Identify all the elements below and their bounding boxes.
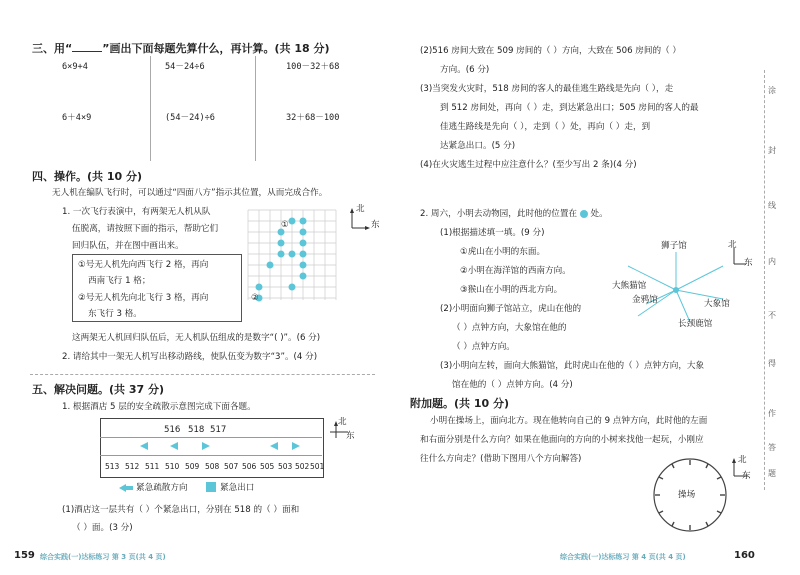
calc-item: 6＋4×9 (62, 113, 92, 123)
divider (30, 374, 375, 376)
room-label: 518 (188, 425, 205, 435)
compass-north: 北 (728, 240, 737, 250)
map-label: 金鸦馆 (632, 295, 658, 305)
question-line: (2)516 房间大致在 509 房间的（ ）方向，大致在 506 房间的（ ） (420, 46, 681, 56)
question-line: 小明在操场上，面向北方。现在他转向自己的 9 点钟方向，此时他的左面 (430, 416, 708, 426)
divider (150, 56, 151, 161)
page-number: 160 (734, 550, 755, 561)
section3-title (32, 40, 329, 56)
drone-1-marker: ① (281, 220, 289, 230)
exit-icon (206, 482, 216, 492)
section5-title: 五、解决问题。(共 37 分) (32, 383, 165, 396)
q2-head: 2. 周六，小明去动物园，此时他的位置在 (420, 209, 578, 219)
divider (255, 56, 256, 161)
room-label: 508 (205, 462, 220, 471)
binding-line (764, 70, 766, 490)
binding-char: 不 (768, 311, 776, 320)
page-footer: 综合实践(一)达标练习 第 4 页(共 4 页) (560, 553, 686, 561)
question-line: 和右面分别是什么方向？如果在他面向的方向的小树来找他一起玩，小刚应 (420, 435, 704, 445)
compass-east: 东 (742, 471, 751, 481)
instruction-line: 东飞行 3 格。 (88, 309, 142, 319)
map-label: 狮子馆 (661, 241, 687, 251)
room-label: 517 (210, 425, 227, 435)
instruction-line: 西南飞行 1 格； (88, 276, 151, 286)
legend-route: 紧急疏散方向 (136, 483, 188, 493)
room-label: 513 (105, 462, 120, 471)
map-label: 长颈鹿馆 (678, 319, 713, 329)
option-line[interactable]: ③猴山在小明的西北方向。 (460, 285, 563, 295)
extra-title: 附加题。(共 10 分) (410, 397, 510, 410)
compass-east: 东 (371, 220, 380, 230)
room-label: 507 (224, 462, 239, 471)
question-line: 往什么方向走？(借助下图用八个方向解答) (420, 454, 582, 464)
q2-head-tail: 处。 (590, 209, 608, 219)
room-label: 509 (185, 462, 200, 471)
option-line[interactable]: ①虎山在小明的东面。 (460, 247, 546, 257)
compass-north: 北 (738, 455, 747, 465)
clock-label: 操场 (678, 490, 696, 500)
section3-title-tail: ”画出下面每题先算什么，再计算。(共 18 分) (102, 42, 330, 55)
room-label: 516 (164, 425, 181, 435)
question-line: 佳逃生路线是先向（ ），走到（ ）处，再向（ ）走，到 (440, 122, 651, 132)
page-footer: 综合实践(一)达标练习 第 3 页(共 4 页) (40, 553, 166, 561)
room-label: 505 (260, 462, 275, 471)
room-label: 510 (165, 462, 180, 471)
binding-char: 涂 (768, 86, 776, 95)
binding-char: 封 (768, 146, 776, 155)
calc-item: (54－24)÷6 (165, 113, 215, 123)
calc-item: 32＋68－100 (286, 113, 340, 123)
question-line: (1)酒店这一层共有（ ）个紧急出口，分别在 518 的（ ）面和 (62, 505, 300, 515)
room-label: 503 (278, 462, 293, 471)
drone-grid[interactable] (243, 205, 338, 305)
binding-char: 得 (768, 359, 776, 368)
map-label: 大熊猫馆 (612, 281, 647, 291)
drone-2-marker: ② (251, 293, 259, 303)
instruction-line: ①号无人机先向西飞行 2 格，再向 (78, 260, 209, 270)
question-line: 到 512 房间处，再向（ ）走，到达紧急出口；505 房间的客人的最 (440, 103, 699, 113)
section3-title-head: 三、用“ (32, 42, 73, 55)
room-label: 506 (242, 462, 257, 471)
binding-char: 内 (768, 257, 776, 266)
question-line: 这两架无人机回归队伍后，无人机队伍组成的是数字“( )”。(6 分) (72, 333, 321, 343)
question-line (420, 207, 608, 219)
question-line: (4)在火灾逃生过程中应注意什么？(至少写出 2 条)(4 分) (420, 160, 637, 170)
instruction-line: ②号无人机先向北飞行 3 格，再向 (78, 293, 209, 303)
room-label: 512 (125, 462, 140, 471)
question-line: (1)根据描述填一填。(9 分) (440, 228, 545, 238)
compass-east: 东 (744, 258, 753, 268)
calc-item: 6×9+4 (62, 62, 88, 72)
option-line[interactable]: ②小明在海洋馆的西南方向。 (460, 266, 571, 276)
calc-item: 54－24÷6 (165, 62, 205, 72)
question-line: (3)当突发火灾时，518 房间的客人的最佳逃生路线是先向（ ），走 (420, 84, 674, 94)
compass-north: 北 (338, 417, 347, 427)
route-arrow-icon (118, 483, 134, 493)
corridor-line (100, 455, 322, 456)
map-label: 大象馆 (704, 299, 730, 309)
question-line: (2)小明面向狮子馆站立，虎山在他的 (440, 304, 582, 314)
evacuation-arrows (100, 437, 322, 455)
question-line: 方向。(6 分) (440, 65, 490, 75)
page-number: 159 (14, 550, 35, 561)
question-line: (3)小明向左转，面向大熊猫馆，此时虎山在他的（ ）点钟方向，大象 (440, 361, 705, 371)
question-line: 伍脱离，请按照下面的指示，帮助它们 (72, 224, 219, 234)
binding-char: 题 (768, 469, 776, 478)
question-line: （ ）点钟方向。 (452, 342, 515, 352)
question-line: 1. 一次飞行表演中，有两架无人机从队 (62, 207, 211, 217)
question-line: 2. 请给其中一架无人机写出移动路线，使队伍变为数字“3”。(4 分) (62, 352, 318, 362)
position-star-icon (580, 210, 588, 218)
question-line: 回归队伍，并在图中画出来。 (72, 241, 184, 251)
room-label: 511 (145, 462, 160, 471)
compass-north: 北 (356, 204, 365, 214)
binding-char: 答 (768, 443, 776, 452)
room-label: 502 (295, 462, 310, 471)
question-line: （ ）面。(3 分) (72, 523, 133, 533)
section4-title: 四、操作。(共 10 分) (32, 170, 143, 183)
binding-char: 作 (768, 409, 776, 418)
question-line: 馆在他的（ ）点钟方向。(4 分) (452, 380, 573, 390)
legend-exit: 紧急出口 (220, 483, 255, 493)
compass-east: 东 (346, 431, 355, 441)
question-line: 1. 根据酒店 5 层的安全疏散示意图完成下面各题。 (62, 402, 256, 412)
calc-item: 100－32＋68 (286, 62, 340, 72)
binding-char: 线 (768, 201, 776, 210)
room-label: 501 (310, 462, 325, 471)
question-line: （ ）点钟方向，大象馆在他的 (452, 323, 567, 333)
section4-intro: 无人机在编队飞行时，可以通过“四面八方”指示其位置，从而完成合作。 (52, 188, 328, 198)
blank-line (72, 43, 102, 52)
question-line: 达紧急出口。(5 分) (440, 141, 516, 151)
